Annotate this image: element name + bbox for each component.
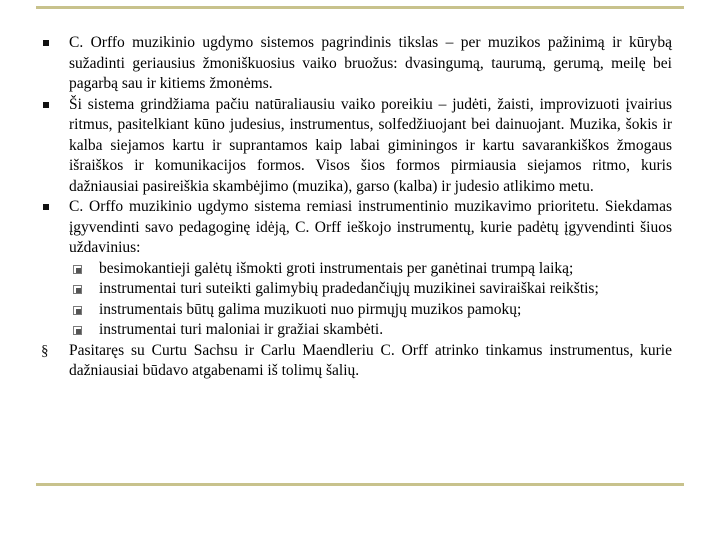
bullet-item-text: Pasitaręs su Curtu Sachsu ir Carlu Maendleriu C. Orff atrinko tinkamus instrumentus, kurie dažniausiai būdavo atgabenami iš tolimų šalių.: [69, 341, 672, 379]
shadowed-box-bullet-icon: [73, 306, 82, 315]
square-bullet-icon: [43, 40, 49, 46]
bullet-item-text: C. Orffo muzikinio ugdymo sistemos pagrindinis tikslas – per muzikos pažinimą ir kūrybą sužadinti geriausius žmoniškuosius vaiko bruožus: dvasingumą, taurumą, gerumą, meilę bei pagarbą sau ir kitiems žmonėms.: [69, 34, 672, 92]
bullet-item-4: [40, 341, 672, 382]
square-bullet-icon: [43, 102, 49, 108]
sub-bullet-text: instrumentais būtų galima muzikuoti nuo pirmųjų muzikos pamokų;: [99, 300, 522, 318]
shadowed-box-bullet-icon: [73, 326, 82, 335]
sub-bullet-text: instrumentai turi maloniai ir gražiai skambėti.: [99, 321, 384, 338]
sub-bullet-item: [69, 279, 672, 300]
sub-bullet-item: [69, 300, 672, 321]
bullet-item-text: C. Orffo muzikinio ugdymo sistema remiasi instrumentinio muzikavimo prioritetu. Siekdamas įgyvendinti savo pedagoginę idėją, C. Orff ieškojo instrumentų, kurie padėtų įgyvendinti šiuos uždavinius:: [69, 198, 672, 256]
section-sign-bullet-icon: §: [41, 342, 49, 359]
sub-bullet-list: [69, 259, 672, 341]
slide-body: [40, 33, 672, 382]
bullet-item-3: [40, 197, 672, 341]
shadowed-box-bullet-icon: [73, 285, 82, 294]
sub-bullet-text: instrumentai turi suteikti galimybių pradedančiųjų muzikinei saviraiškai reikštis;: [99, 280, 599, 297]
bullet-item-2: [40, 95, 672, 198]
sub-bullet-item: [69, 320, 672, 341]
shadowed-box-bullet-icon: [73, 265, 82, 274]
top-divider-line: [36, 6, 684, 9]
square-bullet-icon: [43, 204, 49, 210]
bullet-item-1: [40, 33, 672, 95]
sub-bullet-text: besimokantieji galėtų išmokti groti instrumentais per ganėtinai trumpą laiką;: [99, 259, 574, 277]
sub-bullet-item: [69, 259, 672, 280]
bullet-item-text: Ši sistema grindžiama pačiu natūraliausiu vaiko poreikiu – judėti, žaisti, improvizuoti įvairius ritmus, pasitelkiant kūno judesius, instrumentus, solfedžiuojant bei dainuojant. Muzika, šokis ir kalba siejamos kartu ir suprantamos kaip labai giminingos ir kartu savarankiškos žmogaus išraiškos ir komunikacijos formos. Visos šios formos pirmiausia siejamos ritmo, kuris dažniausiai pasireiškia skambėjimo (muzika), garso (kalba) ir judesio atlikimo metu.: [69, 95, 672, 195]
bottom-divider-line: [36, 483, 684, 486]
